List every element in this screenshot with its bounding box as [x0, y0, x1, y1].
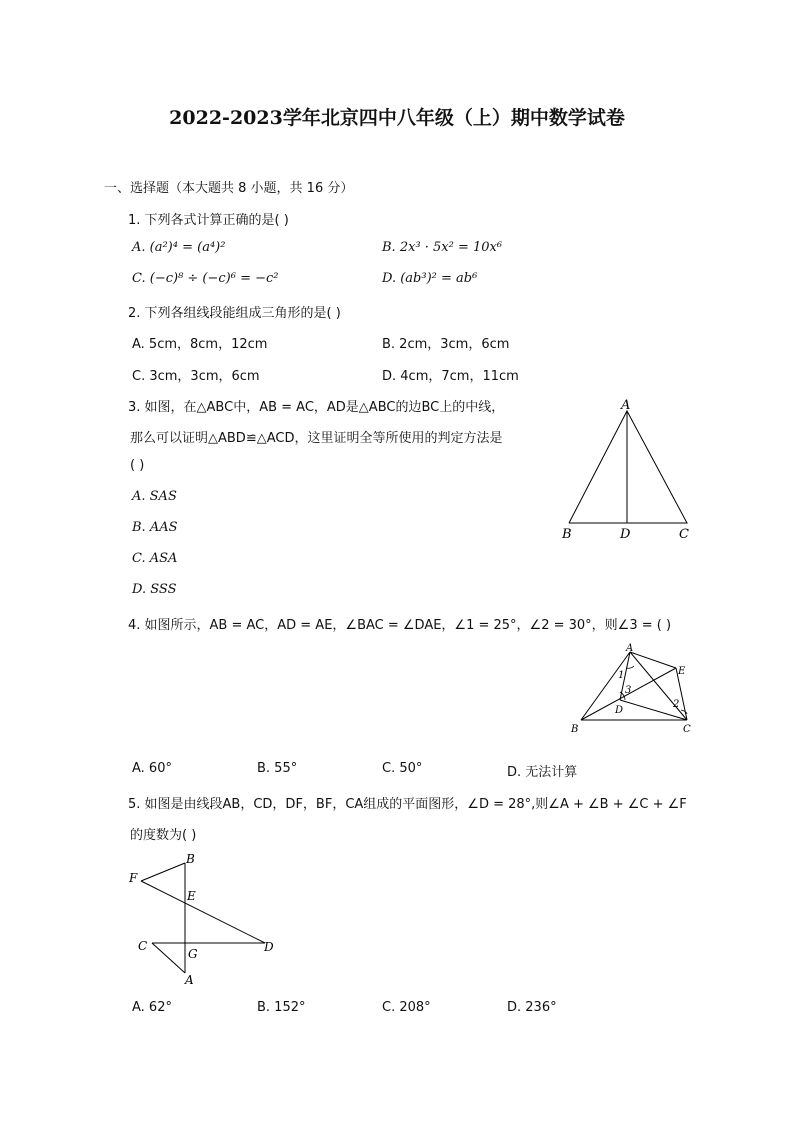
q4-label-e: E: [678, 666, 686, 677]
q3-option-d: D. SSS: [132, 582, 177, 597]
q1-option-d: D. (ab³)² = ab⁶: [382, 271, 478, 286]
q5-figure: [125, 850, 285, 990]
q5-label-d: D: [264, 940, 274, 954]
q3-option-b: B. AAS: [132, 520, 178, 535]
q3-label-d: D: [620, 527, 631, 542]
q4-stem: 4. 如图所示，AB = AC，AD = AE，∠BAC = ∠DAE，∠1 = 25°，∠2 = 30°，则∠3 = ( ): [128, 618, 672, 633]
q3-triangle-abc: [569, 411, 687, 523]
q1-option-c: C. (−c)⁸ ÷ (−c)⁶ = −c²: [132, 271, 279, 286]
q4-label-d: D: [615, 705, 624, 716]
q5-label-g: G: [188, 947, 198, 961]
q5-option-a: A. 62°: [132, 1000, 172, 1015]
q4-label-c: C: [683, 724, 691, 735]
q5-label-f: F: [129, 871, 138, 885]
q3-label-b: B: [562, 527, 572, 542]
q4-label-1: 1: [618, 670, 625, 681]
q2-option-a: A. 5cm，8cm，12cm: [132, 337, 268, 352]
q4-option-a: A. 60°: [132, 761, 172, 776]
q1-option-a: A. (a²)⁴ = (a⁴)²: [132, 240, 226, 255]
q5-label-c: C: [138, 939, 148, 953]
q5-label-a: A: [185, 973, 194, 987]
q4-label-3: 3: [625, 685, 632, 696]
page-title: 2022-2023学年北京四中八年级（上）期中数学试卷: [169, 107, 625, 129]
q4-figure: [565, 640, 700, 740]
q5-stem-line2: 的度数为( ): [130, 828, 197, 843]
q4-option-c: C. 50°: [382, 761, 423, 776]
q4-label-b: B: [571, 724, 579, 735]
q3-option-a: A. SAS: [132, 489, 177, 504]
q5-option-c: C. 208°: [382, 1000, 431, 1015]
q4-label-2: 2: [673, 699, 680, 710]
section-heading: 一、选择题（本大题共 8 小题，共 16 分）: [104, 181, 354, 196]
q3-label-c: C: [679, 527, 689, 542]
q4-label-a: A: [626, 643, 634, 654]
q3-label-a: A: [621, 398, 631, 413]
q3-stem-line2: 那么可以证明△ABD≌△ACD，这里证明全等所使用的判定方法是: [130, 431, 503, 446]
q2-option-c: C. 3cm，3cm，6cm: [132, 369, 260, 384]
q5-label-e: E: [187, 889, 196, 903]
q2-option-b: B. 2cm，3cm，6cm: [382, 337, 510, 352]
q2-option-d: D. 4cm，7cm，11cm: [382, 369, 519, 384]
q5-label-b: B: [186, 852, 195, 866]
q5-segment-fb: [141, 863, 185, 881]
q1-option-b: B. 2x³ · 5x² = 10x⁶: [382, 240, 503, 255]
q4-option-b: B. 55°: [257, 761, 298, 776]
q3-stem-line3: ( ): [130, 458, 145, 473]
q5-segment-fd: [141, 881, 265, 943]
q2-stem: 2. 下列各组线段能组成三角形的是( ): [128, 306, 341, 321]
q3-stem-line1: 3. 如图，在△ABC中，AB = AC，AD是△ABC的边BC上的中线，: [128, 400, 505, 415]
q3-option-c: C. ASA: [132, 551, 178, 566]
q4-option-d: D. 无法计算: [507, 765, 578, 780]
q5-segment-ca: [152, 943, 185, 973]
q5-stem-line1: 5. 如图是由线段AB，CD，DF，BF，CA组成的平面图形，∠D = 28°,则∠A + ∠B + ∠C + ∠F: [128, 797, 687, 812]
q5-option-d: D. 236°: [507, 1000, 557, 1015]
q1-stem: 1. 下列各式计算正确的是( ): [128, 213, 289, 228]
q5-option-b: B. 152°: [257, 1000, 306, 1015]
q3-figure-triangle: [555, 393, 705, 543]
